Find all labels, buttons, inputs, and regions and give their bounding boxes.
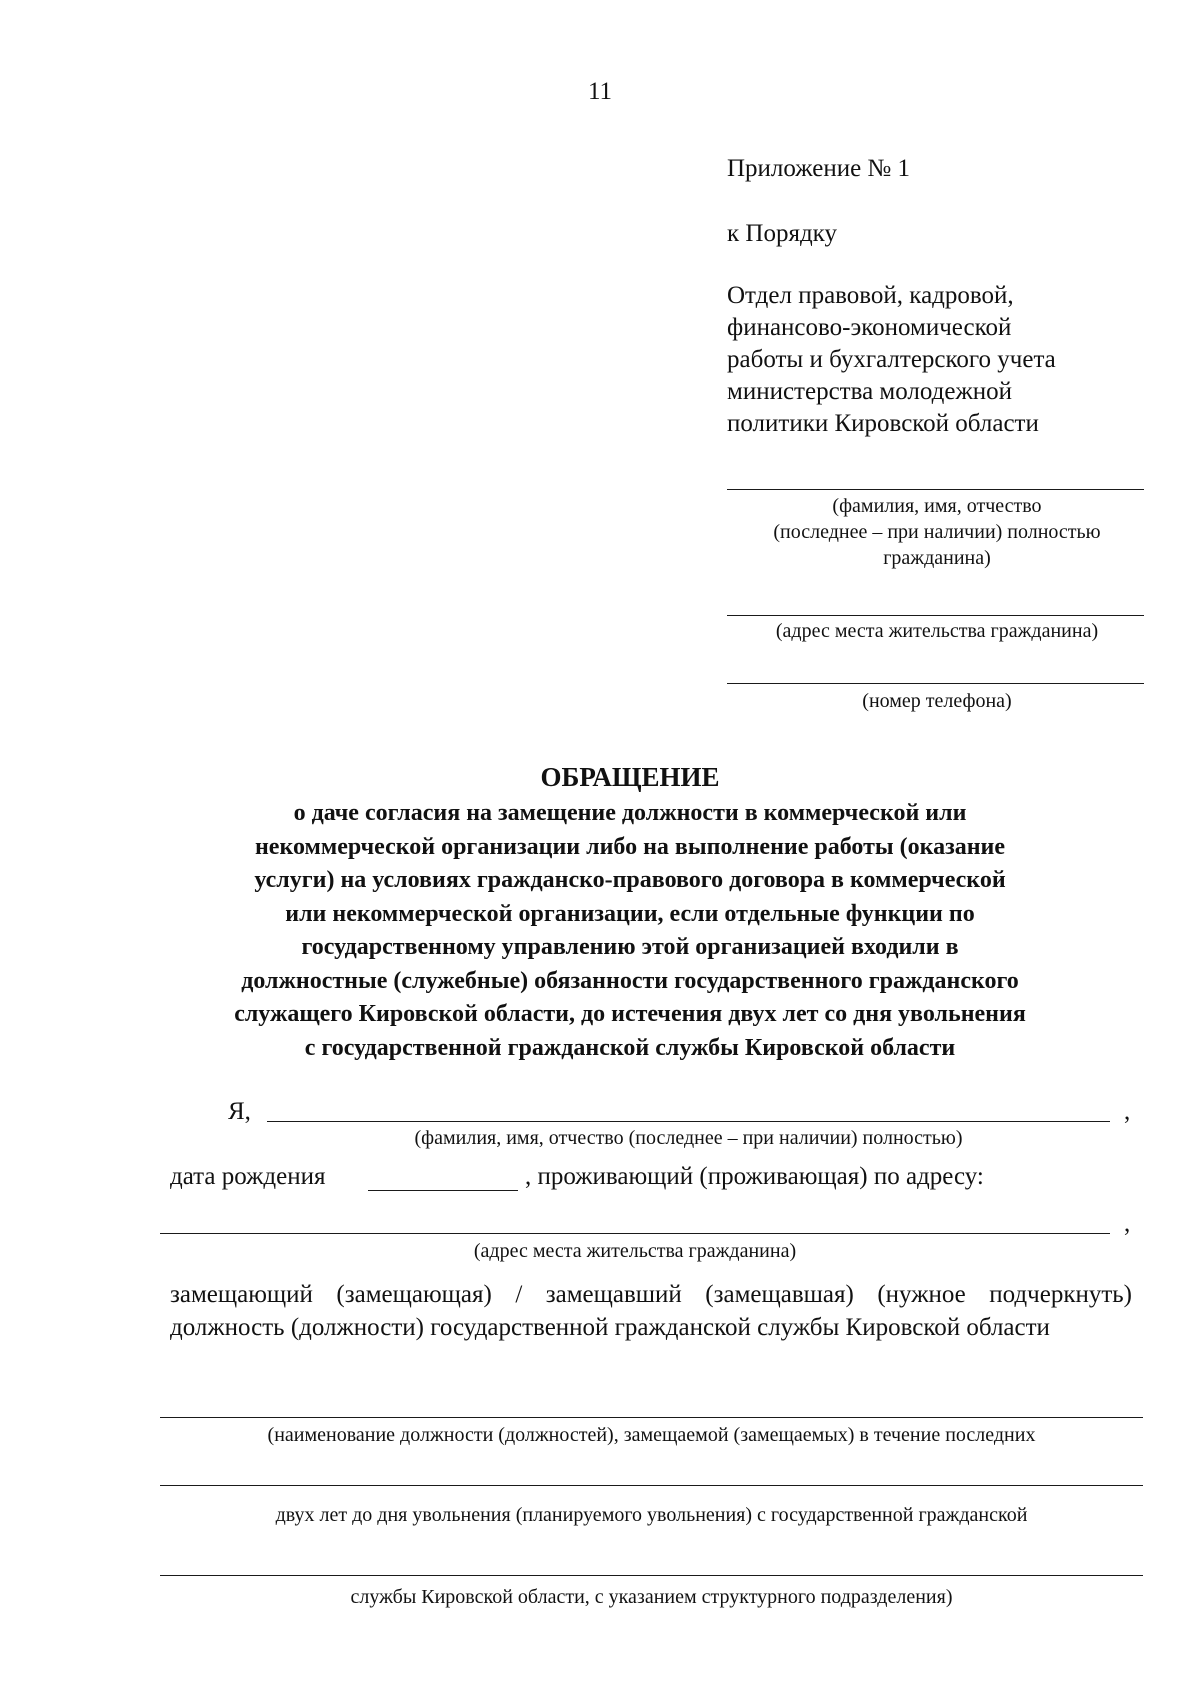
position-field-line-3[interactable] [160,1575,1143,1576]
department-line: финансово-экономической [727,314,1012,341]
applicant-name-caption: (фамилия, имя, отчество (последнее – при наличии) полностью гражданина) [773,495,1101,569]
department-line: министерства молодежной [727,378,1013,405]
comma-mark: , [1124,1098,1131,1125]
residing-text: , проживающий (проживающая) по адресу: [525,1163,984,1190]
applicant-address-field[interactable] [727,615,1144,616]
document-title: ОБРАЩЕНИЕ [540,762,720,792]
position-field-line-2[interactable] [160,1485,1143,1486]
position-caption-3: службы Кировской области, с указанием структурного подразделения) [350,1586,953,1608]
appendix-label: Приложение № 1 [727,155,911,182]
applicant-phone-field[interactable] [727,683,1144,684]
i-label: Я, [228,1098,251,1125]
department-line: политики Кировской области [727,410,1039,437]
department-line: Отдел правовой, кадровой, [727,282,1014,309]
residence-address-field[interactable] [160,1233,1110,1234]
full-name-field[interactable] [267,1121,1110,1122]
residence-address-caption: (адрес места жительства гражданина) [473,1240,797,1262]
department-block [727,280,1147,440]
comma-mark: , [1124,1210,1131,1237]
applicant-address-caption: (адрес места жительства гражданина) [775,620,1099,642]
applicant-phone-caption: (номер телефона) [862,690,1012,712]
birth-date-label: дата рождения [170,1163,326,1190]
document-subtitle: о даче согласия на замещение должности в коммерческой или некоммерческой организации либо на выполнение работы (оказание услуги) на условиях гражданско-правового договора в коммерческой или некоммерческой организации, если отдельные функции по государственному управлению этой организацией входили в должностные (служебные) обязанности государственного гражданского служащего Кировской области, до истечения двух лет со дня увольнения с государственной гражданской службы Кировской области [234,800,1026,1061]
position-paragraph: замещающий (замещающая) / замещавший (замещавшая) (нужное подчеркнуть) должность (должности) государственной гражданской службы Кировской области [170,1281,1132,1341]
position-field-line-1[interactable] [160,1417,1143,1418]
position-caption-2: двух лет до дня увольнения (планируемого увольнения) с государственной гражданской [275,1504,1028,1526]
birth-date-field[interactable] [368,1190,518,1191]
order-reference: к Порядку [727,220,837,247]
page-number: 11 [587,78,613,105]
department-line: работы и бухгалтерского учета [727,346,1056,373]
full-name-caption: (фамилия, имя, отчество (последнее – при наличии) полностью) [414,1127,963,1149]
position-caption-1: (наименование должности (должностей), замещаемой (замещаемых) в течение последних [267,1424,1036,1446]
applicant-name-field[interactable] [727,489,1144,490]
